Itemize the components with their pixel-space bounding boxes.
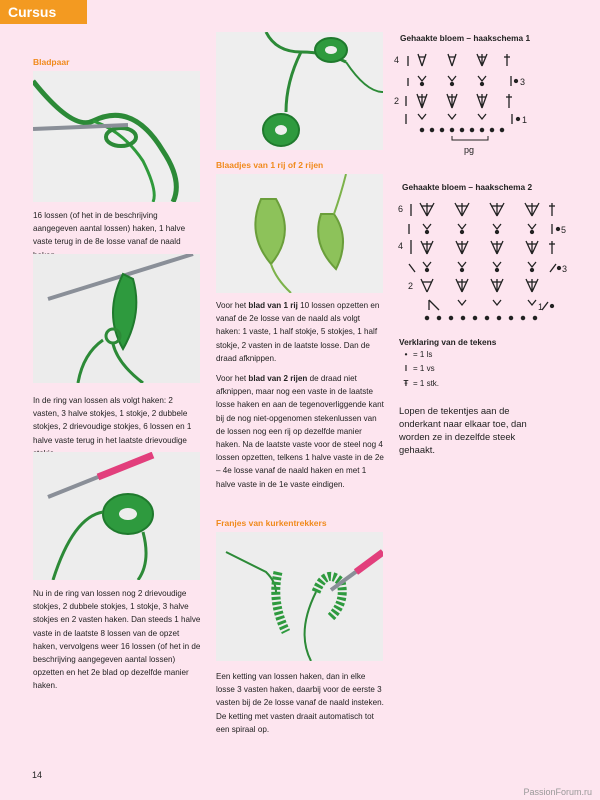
crochet-chart-1 [392,48,542,160]
schema2-title: Gehaakte bloem – haakschema 2 [402,182,533,192]
schema2-row-1: 1 [538,302,544,312]
schema1-row-1: 1 [522,115,528,125]
photo-bladpaar-1 [33,71,200,202]
legend-row-chain [399,350,432,359]
schema1-pg: pg [464,145,475,155]
photo-blaadjes-top [216,32,383,150]
legend-text: = 1 vs [413,364,435,373]
page-number: 14 [32,770,43,780]
legend-text: = 1 ls [413,350,433,359]
legend-row-single [399,364,435,373]
heading-bladpaar: Bladpaar [33,57,70,67]
schema2-row-4: 4 [398,241,404,251]
paragraph-bladpaar-1: 16 lossen (of het in de beschrijving aangegeven aantal lossen) haken, 1 halve vaste terug in de 8e losse vanaf de naald [33,211,186,247]
section-tab: Cursus [0,0,87,24]
photo-bladpaar-3 [33,452,200,580]
schema2-row-5: 5 [561,225,567,235]
paragraph-bladpaar-3: Nu in de ring van lossen nog 2 drievoudige stokjes, 2 dubbele stokjes, 1 stokje, 3 halve stokjes en 2 vasten haken. Dan steeds 1 halve vaste in de laatste 8 lossen van de opzet haken, vervolgens weer 16 lossen (of het in de beschrijving aangegeven aantal lossen) opzetten en het 2e blad op dezelfde manier haken. [33,589,201,691]
crochet-chart-2 [392,196,572,328]
schema1-row-4: 4 [394,55,400,65]
legend-text: = 1 stk. [413,379,440,388]
chain-dot-icon: • [404,350,408,359]
paragraph-blaadjes-1: Voor het blad van 1 rij 10 lossen opzetten en vanaf de 2e losse van de naald als volgt haken: 1 vaste, 1 half stokje, 5 stokjes, 1 half stokje, 2 vasten in de laatste losse. Dan de draad afknippen. [216,301,380,363]
single-crochet-icon: I [404,364,408,373]
schema2-row-3: 3 [562,264,568,274]
paragraph-bladpaar-2: In de ring van lossen als volgt haken: 2 vasten, 3 halve stokjes, 1 stokje, 2 dubbele stokjes, 2 drievoudige stokjes, 6 lossen en 1 halve vaste terug in het laatste drievoudige [33,396,192,445]
photo-bladpaar-2 [33,254,200,383]
schema1-title: Gehaakte bloem – haakschema 1 [400,33,531,43]
schema2-row-2: 2 [408,281,414,291]
paragraph-franjes: Een ketting van lossen haken, dan in elke losse 3 vasten haken, daarbij voor de eerste 3 vasten bij de 2e losse vanaf de naald insteken. De ketting met vasten draait automatisch tot een spiraal op. [216,672,384,734]
schema2-row-6: 6 [398,204,404,214]
schema1-row-3: 3 [520,77,526,87]
double-crochet-icon: Ŧ [403,379,409,388]
watermark: PassionForum.ru [523,787,592,797]
paragraph-blaadjes-2: Voor het blad van 2 rijen de draad niet afknippen, maar nog een vaste in de laatste losse haken en aan de tegenoverliggende kant bij de nog niet-opgenomen stekenlussen van de lossen nog een rij op dezelfde manier haken. Na de laatste vaste voor de steel nog 4 lossen opzetten, telkens 1 halve vaste in de 2e – 4e losse vanaf de naald haken en met 1 halve vaste in de 1e vaste eindigen. [216,374,384,489]
legend-row-double [399,379,439,388]
heading-franjes: Franjes van kurkentrekkers [216,518,327,528]
note-text: Lopen de tekentjes aan de onderkant naar elkaar toe, dan worden ze in dezelfde steek gehaakt. [399,405,527,455]
photo-blaadjes-leaves [216,174,383,293]
heading-blaadjes: Blaadjes van 1 rij of 2 rijen [216,160,324,170]
schema1-row-2: 2 [394,96,400,106]
photo-franjes [216,532,383,661]
legend-title: Verklaring van de tekens [399,337,497,347]
